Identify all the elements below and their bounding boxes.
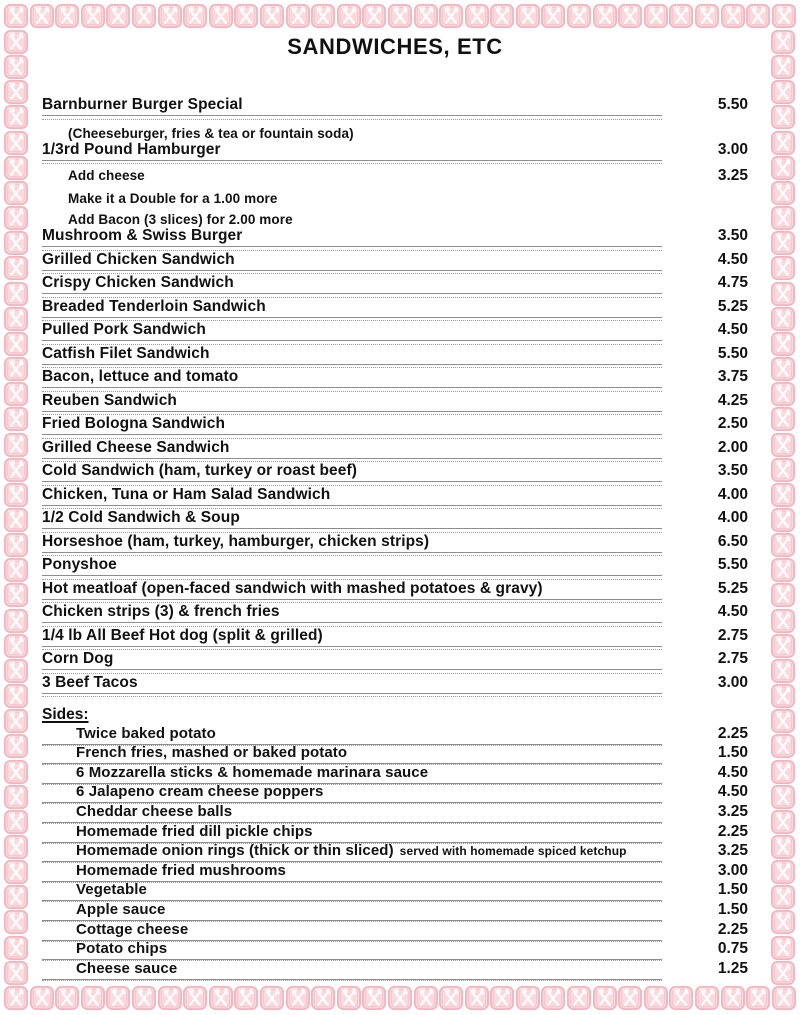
menu-item-price: 2.25 xyxy=(717,724,748,742)
crossed-fork-knife-icon xyxy=(209,4,233,28)
crossed-fork-knife-icon xyxy=(4,558,28,582)
crossed-fork-knife-icon xyxy=(4,156,28,180)
menu-item-price: 5.25 xyxy=(717,297,748,315)
menu-item-price: 1.50 xyxy=(717,881,748,899)
menu-item-row xyxy=(42,415,748,439)
menu-item-row xyxy=(42,804,748,824)
crossed-fork-knife-icon xyxy=(337,986,361,1010)
crossed-fork-knife-icon xyxy=(4,307,28,331)
crossed-fork-knife-icon xyxy=(644,4,668,28)
crossed-fork-knife-icon xyxy=(132,4,156,28)
crossed-fork-knife-icon xyxy=(771,131,795,155)
menu-item-name: Fried Bologna Sandwich xyxy=(42,415,226,432)
crossed-fork-knife-icon xyxy=(771,659,795,683)
page-title: SANDWICHES, ETC xyxy=(287,34,503,59)
separator-rule xyxy=(42,693,662,698)
crossed-fork-knife-icon xyxy=(771,684,795,708)
menu-item-price: 3.00 xyxy=(717,861,748,879)
menu-item-row xyxy=(42,650,748,674)
crossed-fork-knife-icon xyxy=(669,4,693,28)
menu-item-price: 3.25 xyxy=(717,842,748,860)
menu-item-price: 2.75 xyxy=(717,650,748,667)
crossed-fork-knife-icon xyxy=(772,986,796,1010)
crossed-fork-knife-icon xyxy=(4,634,28,658)
crossed-fork-knife-icon xyxy=(4,332,28,356)
menu-item-row xyxy=(42,863,748,883)
menu-item-row xyxy=(42,274,748,298)
crossed-fork-knife-icon xyxy=(593,4,617,28)
menu-item-name: Homemade onion rings (thick or thin sliced) served with homemade spiced ketchup xyxy=(76,842,627,860)
crossed-fork-knife-icon xyxy=(4,835,28,859)
crossed-fork-knife-icon xyxy=(4,609,28,633)
crossed-fork-knife-icon xyxy=(439,4,463,28)
border-right xyxy=(771,30,796,985)
crossed-fork-knife-icon xyxy=(260,4,284,28)
crossed-fork-knife-icon xyxy=(4,382,28,406)
menu-item-price: 1.50 xyxy=(717,900,748,918)
crossed-fork-knife-icon xyxy=(771,30,795,54)
crossed-fork-knife-icon xyxy=(771,55,795,79)
menu-item-name: Reuben Sandwich xyxy=(42,391,177,409)
crossed-fork-knife-icon xyxy=(771,508,795,532)
crossed-fork-knife-icon xyxy=(721,986,745,1010)
crossed-fork-knife-icon xyxy=(771,810,795,834)
menu-item-row xyxy=(42,533,748,557)
menu-item-name: Add Bacon (3 slices) for 2.00 more xyxy=(68,212,293,227)
crossed-fork-knife-icon xyxy=(4,55,28,79)
menu-item-name: Grilled Chicken Sandwich xyxy=(42,250,235,268)
menu-item-price: 2.25 xyxy=(717,822,748,840)
menu-item-name: Twice baked potato xyxy=(76,724,216,742)
menu-item-price: 1.25 xyxy=(717,959,748,977)
menu-item-name: (Cheeseburger, fries & tea or fountain soda) xyxy=(68,125,354,141)
menu-item-name: Grilled Cheese Sandwich xyxy=(42,438,230,456)
menu-item-row xyxy=(42,844,748,864)
crossed-fork-knife-icon xyxy=(771,835,795,859)
crossed-fork-knife-icon xyxy=(4,4,28,28)
menu-item-price: 1.50 xyxy=(717,744,748,762)
menu-item-name: Horseshoe (ham, turkey, hamburger, chicken strips) xyxy=(42,532,430,550)
crossed-fork-knife-icon xyxy=(4,734,28,758)
crossed-fork-knife-icon xyxy=(771,785,795,809)
menu-item-price: 2.50 xyxy=(717,415,748,432)
menu-item-price: 5.25 xyxy=(717,579,748,597)
menu-item-price: 4.00 xyxy=(717,509,748,526)
crossed-fork-knife-icon xyxy=(4,910,28,934)
crossed-fork-knife-icon xyxy=(311,986,335,1010)
menu-item-row xyxy=(42,961,748,981)
menu-item-name: Homemade fried mushrooms xyxy=(76,861,286,879)
crossed-fork-knife-icon xyxy=(81,4,105,28)
crossed-fork-knife-icon xyxy=(618,986,642,1010)
crossed-fork-knife-icon xyxy=(771,307,795,331)
crossed-fork-knife-icon xyxy=(4,659,28,683)
crossed-fork-knife-icon xyxy=(4,206,28,230)
menu-item-name: Breaded Tenderloin Sandwich xyxy=(42,297,266,315)
crossed-fork-knife-icon xyxy=(158,986,182,1010)
menu-item-row xyxy=(42,883,748,903)
crossed-fork-knife-icon xyxy=(771,80,795,104)
menu-item-name: Barnburner Burger Special xyxy=(42,96,243,113)
crossed-fork-knife-icon xyxy=(695,4,719,28)
crossed-fork-knife-icon xyxy=(465,4,489,28)
menu-item-name: Cheddar cheese balls xyxy=(76,802,233,820)
crossed-fork-knife-icon xyxy=(106,986,130,1010)
crossed-fork-knife-icon xyxy=(337,4,361,28)
menu-item-note: served with homemade spiced ketchup xyxy=(399,844,627,859)
menu-item-price: 3.25 xyxy=(717,167,748,184)
menu-item-name: 6 Jalapeno cream cheese poppers xyxy=(76,783,324,801)
crossed-fork-knife-icon xyxy=(516,4,540,28)
separator-rule xyxy=(42,160,662,165)
crossed-fork-knife-icon xyxy=(4,256,28,280)
side-items-list xyxy=(42,726,748,981)
crossed-fork-knife-icon xyxy=(490,4,514,28)
menu-item-row xyxy=(42,96,748,120)
menu-item-price: 4.75 xyxy=(717,274,748,291)
menu-item-name: Crispy Chicken Sandwich xyxy=(42,274,234,291)
crossed-fork-knife-icon xyxy=(55,4,79,28)
crossed-fork-knife-icon xyxy=(4,407,28,431)
menu-item-row xyxy=(42,462,748,486)
menu-item-row xyxy=(42,726,748,746)
separator-rule xyxy=(42,115,662,120)
menu-item-name: Vegetable xyxy=(76,881,147,899)
crossed-fork-knife-icon xyxy=(4,508,28,532)
crossed-fork-knife-icon xyxy=(771,885,795,909)
menu-item-price: 4.50 xyxy=(717,603,748,620)
crossed-fork-knife-icon xyxy=(771,734,795,758)
menu-item-row xyxy=(42,627,748,651)
menu-item-name: Homemade fried dill pickle chips xyxy=(76,822,313,840)
crossed-fork-knife-icon xyxy=(4,458,28,482)
menu-item-row xyxy=(42,251,748,275)
crossed-fork-knife-icon xyxy=(771,181,795,205)
crossed-fork-knife-icon xyxy=(4,810,28,834)
menu-item-name: Cold Sandwich (ham, turkey or roast beef) xyxy=(42,462,358,479)
crossed-fork-knife-icon xyxy=(746,986,770,1010)
crossed-fork-knife-icon xyxy=(771,634,795,658)
border-left xyxy=(4,30,29,985)
sides-heading-row xyxy=(42,706,748,726)
crossed-fork-knife-icon xyxy=(771,709,795,733)
menu-item-name: Mushroom & Swiss Burger xyxy=(42,227,243,244)
crossed-fork-knife-icon xyxy=(771,332,795,356)
menu-item-price: 3.75 xyxy=(717,368,748,385)
crossed-fork-knife-icon xyxy=(771,609,795,633)
crossed-fork-knife-icon xyxy=(4,181,28,205)
crossed-fork-knife-icon xyxy=(4,105,28,129)
menu-item-price: 3.50 xyxy=(717,227,748,244)
crossed-fork-knife-icon xyxy=(4,357,28,381)
menu-item-row xyxy=(42,824,748,844)
menu-item-price: 3.00 xyxy=(717,673,748,691)
crossed-fork-knife-icon xyxy=(771,961,795,985)
crossed-fork-knife-icon xyxy=(362,986,386,1010)
menu-item-row xyxy=(42,509,748,533)
crossed-fork-knife-icon xyxy=(771,558,795,582)
crossed-fork-knife-icon xyxy=(541,986,565,1010)
crossed-fork-knife-icon xyxy=(516,986,540,1010)
crossed-fork-knife-icon xyxy=(209,986,233,1010)
crossed-fork-knife-icon xyxy=(30,986,54,1010)
border-bottom xyxy=(4,986,796,1011)
menu-item-price: 3.00 xyxy=(717,140,748,158)
menu-item-name: Catfish Filet Sandwich xyxy=(42,344,210,362)
menu-item-name: Apple sauce xyxy=(76,900,166,918)
menu-item-row xyxy=(42,227,748,251)
crossed-fork-knife-icon xyxy=(771,860,795,884)
menu-item-row xyxy=(42,580,748,604)
menu-item-name: Corn Dog xyxy=(42,650,114,667)
crossed-fork-knife-icon xyxy=(771,760,795,784)
menu-item-price: 6.50 xyxy=(717,532,748,550)
crossed-fork-knife-icon xyxy=(695,986,719,1010)
menu-item-row xyxy=(42,603,748,627)
crossed-fork-knife-icon xyxy=(4,30,28,54)
menu-item-name: 1/3rd Pound Hamburger xyxy=(42,140,221,158)
crossed-fork-knife-icon xyxy=(260,986,284,1010)
menu-item-price: 2.25 xyxy=(717,920,748,938)
crossed-fork-knife-icon xyxy=(771,483,795,507)
menu-item-row xyxy=(42,765,748,785)
crossed-fork-knife-icon xyxy=(4,231,28,255)
crossed-fork-knife-icon xyxy=(4,860,28,884)
crossed-fork-knife-icon xyxy=(771,382,795,406)
crossed-fork-knife-icon xyxy=(771,458,795,482)
crossed-fork-knife-icon xyxy=(286,986,310,1010)
crossed-fork-knife-icon xyxy=(414,986,438,1010)
crossed-fork-knife-icon xyxy=(4,785,28,809)
crossed-fork-knife-icon xyxy=(771,282,795,306)
crossed-fork-knife-icon xyxy=(541,4,565,28)
menu-item-row xyxy=(42,164,748,185)
crossed-fork-knife-icon xyxy=(771,105,795,129)
main-items-list xyxy=(42,96,748,697)
crossed-fork-knife-icon xyxy=(772,4,796,28)
menu-item-name: 6 Mozzarella sticks & homemade marinara sauce xyxy=(76,763,429,781)
crossed-fork-knife-icon xyxy=(4,583,28,607)
menu-item-name: French fries, mashed or baked potato xyxy=(76,744,348,762)
menu-item-row xyxy=(42,298,748,322)
crossed-fork-knife-icon xyxy=(771,936,795,960)
separator-rule xyxy=(42,979,662,981)
menu-item-row xyxy=(42,556,748,580)
crossed-fork-knife-icon xyxy=(771,910,795,934)
menu-item-row xyxy=(42,674,748,698)
crossed-fork-knife-icon xyxy=(439,986,463,1010)
menu-item-price: 3.25 xyxy=(717,802,748,820)
crossed-fork-knife-icon xyxy=(311,4,335,28)
crossed-fork-knife-icon xyxy=(4,760,28,784)
menu-item-row xyxy=(42,206,748,227)
menu-item-name: Chicken, Tuna or Ham Salad Sandwich xyxy=(42,485,331,503)
menu-item-row xyxy=(42,785,748,805)
crossed-fork-knife-icon xyxy=(4,961,28,985)
crossed-fork-knife-icon xyxy=(183,986,207,1010)
menu-item-row xyxy=(42,439,748,463)
menu-item-row xyxy=(42,902,748,922)
crossed-fork-knife-icon xyxy=(388,4,412,28)
crossed-fork-knife-icon xyxy=(4,986,28,1010)
crossed-fork-knife-icon xyxy=(234,4,258,28)
crossed-fork-knife-icon xyxy=(593,986,617,1010)
menu-item-price: 5.50 xyxy=(717,556,748,573)
crossed-fork-knife-icon xyxy=(4,533,28,557)
crossed-fork-knife-icon xyxy=(388,986,412,1010)
crossed-fork-knife-icon xyxy=(618,4,642,28)
crossed-fork-knife-icon xyxy=(771,533,795,557)
crossed-fork-knife-icon xyxy=(490,986,514,1010)
menu-item-row xyxy=(42,746,748,766)
crossed-fork-knife-icon xyxy=(4,282,28,306)
menu-item-price: 2.75 xyxy=(717,626,748,644)
sides-heading: Sides: xyxy=(42,706,89,723)
crossed-fork-knife-icon xyxy=(286,4,310,28)
menu-item-price: 5.50 xyxy=(717,344,748,362)
crossed-fork-knife-icon xyxy=(771,433,795,457)
menu-item-price: 3.50 xyxy=(717,462,748,479)
crossed-fork-knife-icon xyxy=(362,4,386,28)
menu-item-row xyxy=(42,942,748,962)
menu-item-name: Cheese sauce xyxy=(76,959,178,977)
menu-item-row xyxy=(42,120,748,141)
menu-item-row xyxy=(42,185,748,206)
menu-item-name: Potato chips xyxy=(76,940,168,958)
menu-item-name: Chicken strips (3) & french fries xyxy=(42,603,280,620)
menu-content xyxy=(42,30,748,981)
menu-item-row xyxy=(42,486,748,510)
crossed-fork-knife-icon xyxy=(132,986,156,1010)
menu-item-price: 2.00 xyxy=(717,438,748,456)
menu-item-row xyxy=(42,345,748,369)
crossed-fork-knife-icon xyxy=(4,131,28,155)
menu-item-row xyxy=(42,922,748,942)
menu-item-row xyxy=(42,368,748,392)
menu-item-name: 1/4 lb All Beef Hot dog (split & grilled) xyxy=(42,626,323,644)
menu-item-price: 4.50 xyxy=(717,763,748,781)
crossed-fork-knife-icon xyxy=(4,684,28,708)
crossed-fork-knife-icon xyxy=(746,4,770,28)
crossed-fork-knife-icon xyxy=(4,709,28,733)
menu-item-name: Make it a Double for a 1.00 more xyxy=(68,191,278,206)
crossed-fork-knife-icon xyxy=(771,206,795,230)
menu-item-name: Add cheese xyxy=(68,168,145,183)
crossed-fork-knife-icon xyxy=(644,986,668,1010)
menu-item-price: 5.50 xyxy=(717,96,748,113)
crossed-fork-knife-icon xyxy=(81,986,105,1010)
crossed-fork-knife-icon xyxy=(158,4,182,28)
crossed-fork-knife-icon xyxy=(414,4,438,28)
menu-item-name: Bacon, lettuce and tomato xyxy=(42,368,239,385)
menu-item-row xyxy=(42,392,748,416)
crossed-fork-knife-icon xyxy=(4,885,28,909)
border-top xyxy=(4,4,796,29)
crossed-fork-knife-icon xyxy=(4,433,28,457)
menu-item-price: 4.00 xyxy=(717,485,748,503)
crossed-fork-knife-icon xyxy=(4,483,28,507)
menu-item-price: 4.50 xyxy=(717,250,748,268)
crossed-fork-knife-icon xyxy=(183,4,207,28)
menu-item-name: 3 Beef Tacos xyxy=(42,673,138,691)
crossed-fork-knife-icon xyxy=(30,4,54,28)
crossed-fork-knife-icon xyxy=(669,986,693,1010)
menu-item-name: Pulled Pork Sandwich xyxy=(42,321,206,338)
crossed-fork-knife-icon xyxy=(234,986,258,1010)
menu-item-price: 4.25 xyxy=(717,391,748,409)
menu-item-row xyxy=(42,141,748,165)
crossed-fork-knife-icon xyxy=(55,986,79,1010)
crossed-fork-knife-icon xyxy=(771,357,795,381)
crossed-fork-knife-icon xyxy=(106,4,130,28)
crossed-fork-knife-icon xyxy=(771,407,795,431)
crossed-fork-knife-icon xyxy=(4,80,28,104)
menu-item-row xyxy=(42,321,748,345)
crossed-fork-knife-icon xyxy=(567,986,591,1010)
menu-item-price: 4.50 xyxy=(717,783,748,801)
crossed-fork-knife-icon xyxy=(771,156,795,180)
crossed-fork-knife-icon xyxy=(771,583,795,607)
menu-item-name: Cottage cheese xyxy=(76,920,189,938)
crossed-fork-knife-icon xyxy=(4,936,28,960)
menu-item-name: Hot meatloaf (open-faced sandwich with mashed potatoes & gravy) xyxy=(42,579,543,597)
crossed-fork-knife-icon xyxy=(567,4,591,28)
menu-item-price: 4.50 xyxy=(717,321,748,338)
crossed-fork-knife-icon xyxy=(721,4,745,28)
crossed-fork-knife-icon xyxy=(771,231,795,255)
crossed-fork-knife-icon xyxy=(465,986,489,1010)
menu-item-name: Ponyshoe xyxy=(42,556,117,573)
crossed-fork-knife-icon xyxy=(771,256,795,280)
menu-item-name: 1/2 Cold Sandwich & Soup xyxy=(42,509,240,526)
menu-item-price: 0.75 xyxy=(717,940,748,958)
